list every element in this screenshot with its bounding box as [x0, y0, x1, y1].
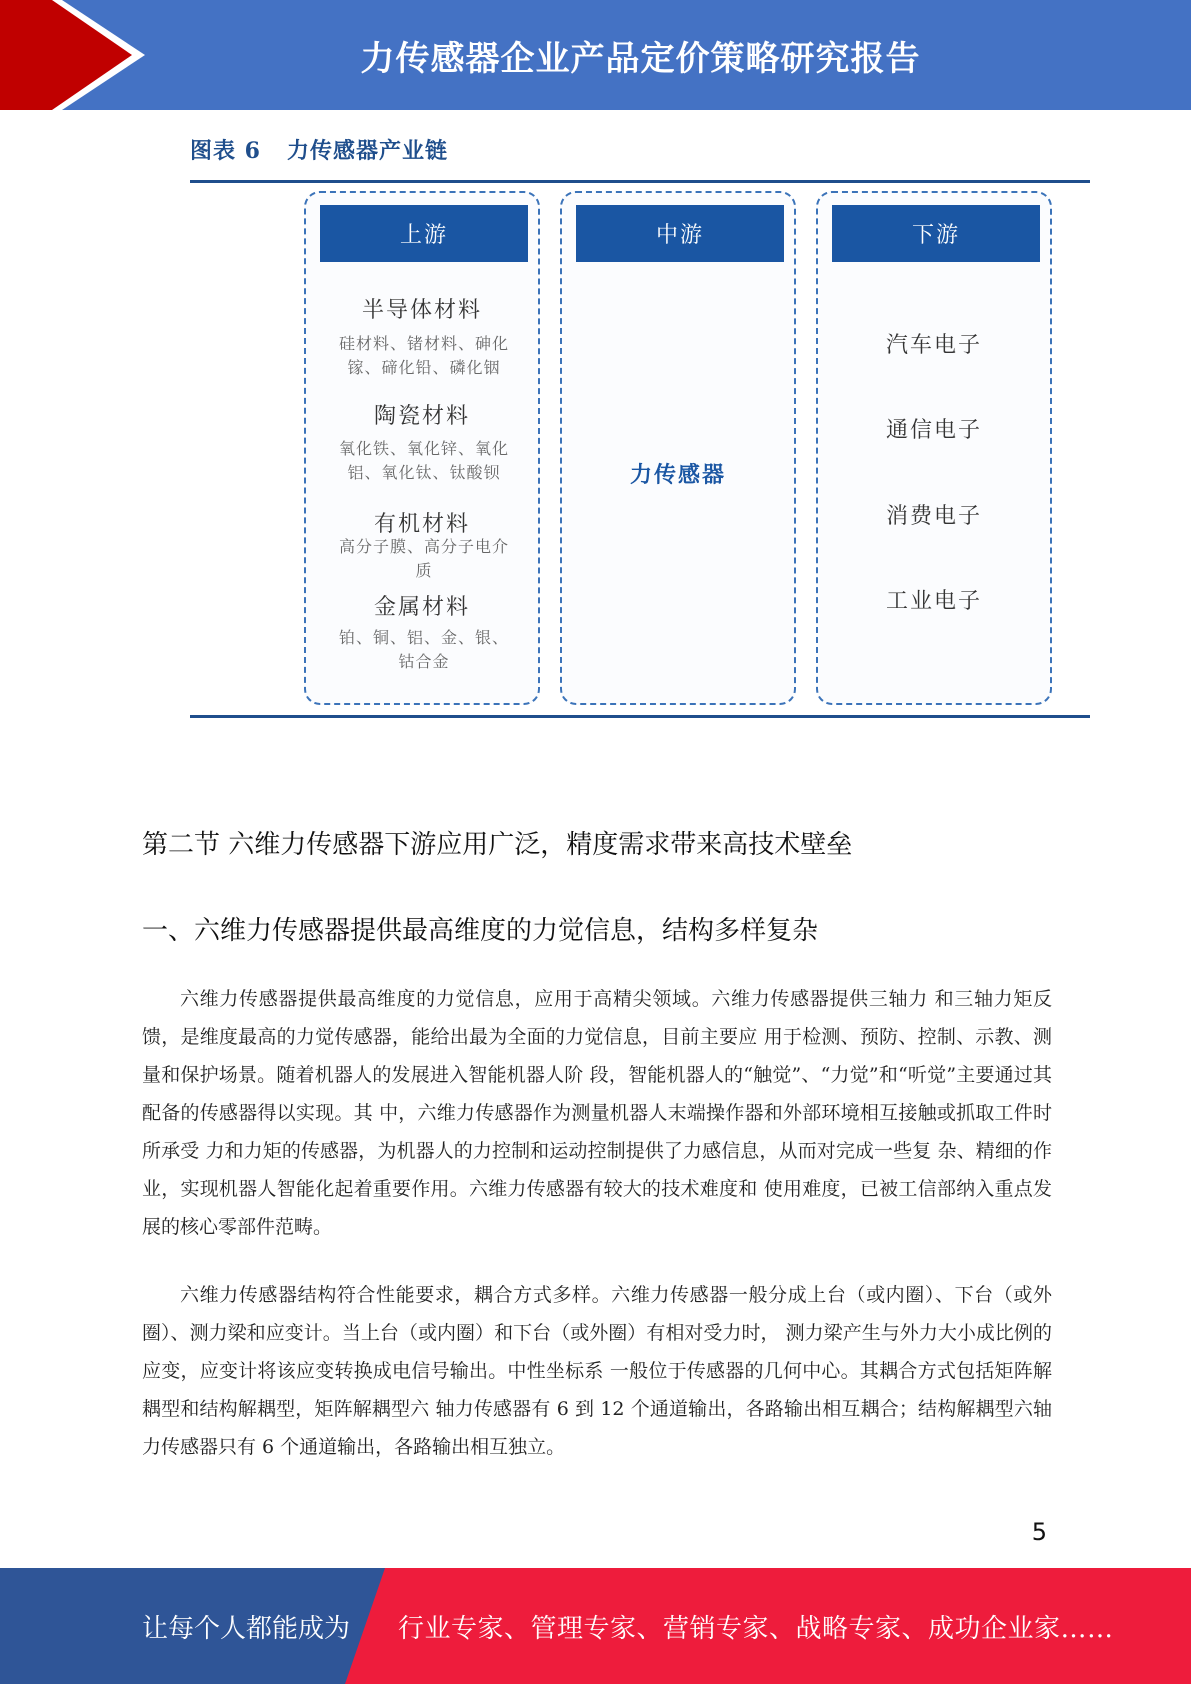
midstream-heading: 中游	[576, 205, 784, 262]
figure-caption	[190, 134, 448, 165]
downstream-column	[816, 191, 1052, 705]
figure-bottom-rule	[190, 715, 1090, 718]
midstream-label: 力传感器	[629, 462, 726, 488]
group-title-organic: 有机材料	[373, 512, 470, 537]
figure-top-rule	[190, 180, 1090, 183]
group-title-semiconductor: 半导体材料	[361, 298, 482, 323]
group-title-ceramic: 陶瓷材料	[373, 404, 470, 429]
group-desc-ceramic: 氧化铁、氧化锌、氧化 铝、氧化钛、钛酸钡	[338, 439, 509, 482]
downstream-item: 工业电子	[885, 589, 982, 614]
downstream-item: 消费电子	[885, 504, 982, 529]
header-arrow-decoration	[0, 0, 150, 110]
upstream-column	[304, 191, 540, 705]
sub-title: 一、六维力传感器提供最高维度的力觉信息，结构多样复杂	[142, 916, 819, 946]
page-number: 5	[1031, 1518, 1047, 1546]
group-desc-metal: 铂、铜、铝、金、银、 钴合金	[338, 628, 509, 671]
downstream-item: 通信电子	[885, 418, 982, 443]
footer-slogan-left: 让每个人都能成为	[142, 1613, 351, 1644]
footer-slogan-right: 行业专家、管理专家、营销专家、战略专家、成功企业家……	[398, 1613, 1114, 1644]
page-footer	[0, 1568, 1191, 1684]
section-title: 第二节 六维力传感器下游应用广泛，精度需求带来高技术壁垒	[142, 830, 853, 860]
midstream-column	[560, 191, 796, 705]
upstream-heading: 上游	[320, 205, 528, 262]
group-desc-semiconductor: 硅材料、锗材料、砷化 镓、碲化铅、磷化铟	[338, 334, 509, 377]
downstream-item: 汽车电子	[885, 333, 982, 358]
page-header	[0, 0, 1191, 110]
figure-title: 力传感器产业链	[286, 138, 448, 164]
group-desc-organic: 高分子膜、高分子电介 质	[338, 537, 509, 580]
figure-number: 图表 6	[190, 138, 261, 164]
report-title: 力传感器企业产品定价策略研究报告	[360, 38, 921, 79]
body-paragraph: 六维力传感器结构符合性能要求，耦合方式多样。六维力传感器一般分成上台（或内圈）、下台（或外圈）、测力梁和应变计。当上台（或内圈）和下台（或外圈）有相对受力时， 测力梁产生与外力大小成比例的应变，应变计将该应变转换成电信号输出。中性坐标系 一般位于传感器的几何中心。其耦合方式包括矩阵解耦型和结构解耦型，矩阵解耦型六 轴力传感器有 6 到 12 个通道输出，各路输出相互耦合；结构解耦型六轴力传感器只有 6 个通道输出，各路输出相互独立。	[142, 1284, 1052, 1458]
downstream-heading: 下游	[832, 205, 1040, 262]
body-paragraph: 六维力传感器提供最高维度的力觉信息，应用于高精尖领域。六维力传感器提供三轴力 和三轴力矩反馈，是维度最高的力觉传感器，能给出最为全面的力觉信息，目前主要应 用于检测、预防、控制、示教、测量和保护场景。随着机器人的发展进入智能机器人阶 段，智能机器人的“触觉”、“力觉”和“听觉”主要通过其配备的传感器得以实现。其 中，六维力传感器作为测量机器人末端操作器和外部环境相互接触或抓取工件时所承受 力和力矩的传感器，为机器人的力控制和运动控制提供了力感信息，从而对完成一些复 杂、精细的作业，实现机器人智能化起着重要作用。六维力传感器有较大的技术难度和 使用难度，已被工信部纳入重点发展的核心零部件范畴。	[142, 988, 1052, 1238]
group-title-metal: 金属材料	[373, 595, 470, 620]
